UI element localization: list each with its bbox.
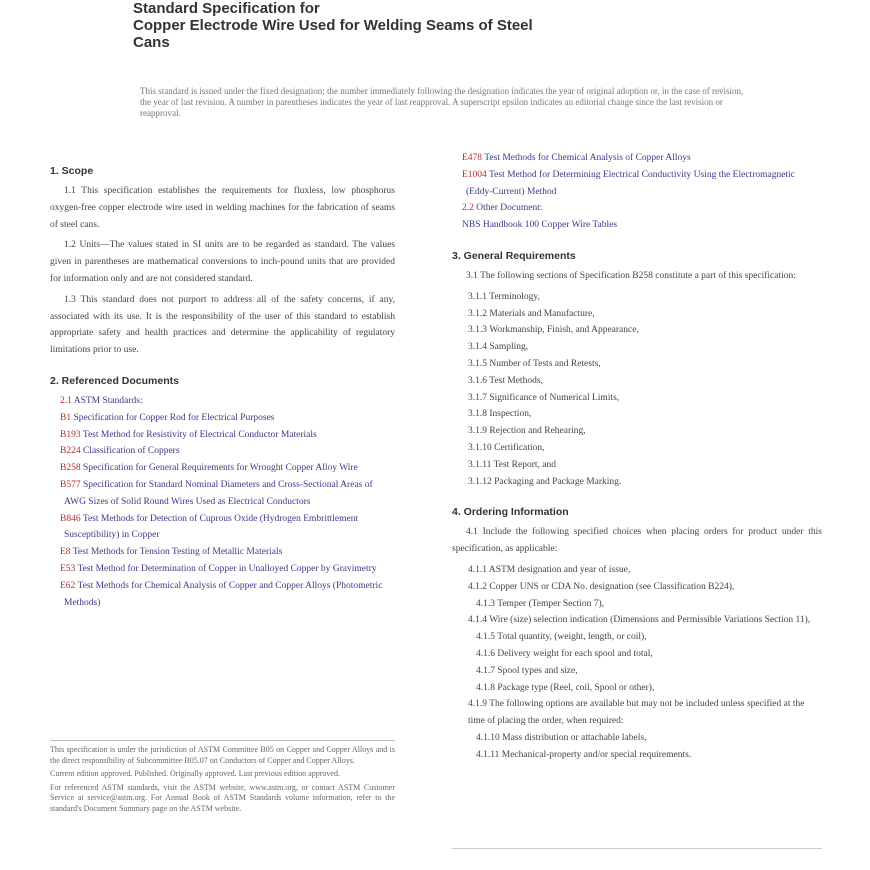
ordering-items-list xyxy=(452,562,822,764)
ordering-item: 4.1.11 Mechanical-property and/or special requirements. xyxy=(476,749,692,760)
reference-item xyxy=(50,511,395,545)
reference-list xyxy=(50,393,395,611)
ordering-item: 4.1.4 Wire (size) selection indication (Dimensions and Permissible Variations Section 11), xyxy=(468,615,811,626)
footnotes xyxy=(50,740,395,817)
footnote: Current edition approved. Published. Originally approved. Last previous edition approved. xyxy=(50,769,340,778)
reference-number: B577 xyxy=(60,479,81,490)
section-heading-ordering: 4. Ordering Information xyxy=(452,506,569,519)
general-items-list xyxy=(452,289,822,491)
reference-item xyxy=(50,460,395,477)
intro-note: This standard is issued under the fixed designation; the number immediately following the designation indicates the year of original adoption or, in the case of revision, the year of last revision. A number in parentheses indicates the year of last reapproval. A superscript epsilon indicates an editorial change since the last revision or reapproval. xyxy=(140,86,744,118)
reference-text: Test Methods for Chemical Analysis of Copper and Copper Alloys (Photometric Methods) xyxy=(64,580,383,608)
reference-item xyxy=(50,393,395,410)
right-column xyxy=(452,150,822,764)
ordering-item: 4.1.2 Copper UNS or CDA No. designation (see Classification B224), xyxy=(468,581,735,592)
scope-paragraphs xyxy=(50,183,395,359)
reference-number: B258 xyxy=(60,463,81,474)
general-item: 3.1.10 Certification, xyxy=(468,442,545,453)
general-item: 3.1.9 Rejection and Rehearing, xyxy=(468,426,586,437)
section-heading-references: 2. Referenced Documents xyxy=(50,374,179,387)
reference-item xyxy=(50,427,395,444)
reference-item xyxy=(452,167,822,201)
scope-paragraph: 1.3 This standard does not purport to address all of the safety concerns, if any, associated with its use. It is the responsibility of the user of this standard to establish appropriate safety and health practices and determine the applicability of regulatory limitations prior to use. xyxy=(50,294,395,356)
general-item: 3.1.1 Terminology, xyxy=(468,291,540,302)
reference-item xyxy=(50,561,395,578)
reference-list-continued xyxy=(452,150,822,234)
reference-text: Test Methods for Detection of Cuprous Oxide (Hydrogen Embrittlement Susceptibility) in Copper xyxy=(64,513,359,541)
scope-paragraph: 1.2 Units—The values stated in SI units are to be regarded as standard. The values given in parentheses are mathematical conversions to inch-pound units that are provided for information only and are not considered standard. xyxy=(50,240,395,284)
footnote: For referenced ASTM standards, visit the ASTM website, www.astm.org, or contact ASTM Customer Service at service@astm.org. For Annual Book of ASTM Standards volume information, refer to the standard's Document Summary page on the ASTM website. xyxy=(50,782,395,813)
general-item: 3.1.12 Packaging and Package Marking. xyxy=(468,476,622,487)
title-line-2: Copper Electrode Wire Used for Welding Seams of Steel xyxy=(133,17,533,34)
ordering-item: 4.1.10 Mass distribution or attachable labels, xyxy=(476,732,647,743)
reference-text: Specification for General Requirements for Wrought Copper Alloy Wire xyxy=(82,463,358,474)
reference-text: NBS Handbook 100 Copper Wire Tables xyxy=(462,220,618,231)
ordering-intro: 4.1 Include the following specified choices when placing orders for product under this specification, as applicable: xyxy=(452,527,822,555)
reference-number: E8 xyxy=(60,547,71,558)
reference-number: E53 xyxy=(60,563,76,574)
reference-item xyxy=(50,578,395,612)
reference-number: E62 xyxy=(60,580,76,591)
reference-number: E1004 xyxy=(462,169,487,180)
reference-item xyxy=(50,443,395,460)
reference-item xyxy=(50,410,395,427)
footnote: This specification is under the jurisdiction of ASTM Committee B05 on Copper and Copper Alloys and is the direct responsibility of Subcommittee B05.07 on Conductors of Copper and Copper Alloys. xyxy=(50,745,395,765)
reference-text: Other Document: xyxy=(476,203,543,214)
general-item: 3.1.4 Sampling, xyxy=(468,342,529,353)
title-line-3: Cans xyxy=(133,34,170,51)
general-item: 3.1.11 Test Report, and xyxy=(468,459,556,470)
reference-number: B193 xyxy=(60,429,81,440)
reference-item xyxy=(452,217,822,234)
left-column xyxy=(50,155,395,611)
reference-text: Test Method for Resistivity of Electrical Conductor Materials xyxy=(82,429,317,440)
document-title xyxy=(133,0,773,51)
general-item: 3.1.2 Materials and Manufacture, xyxy=(468,308,595,319)
reference-number: E478 xyxy=(462,153,483,163)
reference-item xyxy=(50,544,395,561)
ordering-item: 4.1.3 Temper (Temper Section 7), xyxy=(476,598,605,609)
ordering-item: 4.1.8 Package type (Reel, coil, Spool or other), xyxy=(476,682,655,693)
ordering-item: 4.1.9 The following options are available but may not be included unless specified at the time of placing the order, when required: xyxy=(468,699,805,727)
reference-item xyxy=(452,200,822,217)
general-item: 3.1.3 Workmanship, Finish, and Appearance, xyxy=(468,325,639,336)
reference-text: Test Method for Determination of Copper in Unalloyed Copper by Gravimetry xyxy=(77,563,377,574)
reference-number: B1 xyxy=(60,412,72,423)
reference-text: Test Method for Determining Electrical Conductivity Using the Electromagnetic (Eddy-Current) Method xyxy=(466,169,795,197)
reference-number: 2.1 xyxy=(60,395,72,406)
general-item: 3.1.8 Inspection, xyxy=(468,409,532,420)
reference-item xyxy=(50,477,395,511)
ordering-item: 4.1.5 Total quantity, (weight, length, or coil), xyxy=(476,632,647,643)
reference-text: Classification of Coppers xyxy=(82,446,180,457)
general-item: 3.1.5 Number of Tests and Retests, xyxy=(468,358,601,369)
general-intro: 3.1 The following sections of Specification B258 constitute a part of this specification: xyxy=(466,270,796,281)
reference-text: Test Methods for Tension Testing of Metallic Materials xyxy=(72,547,283,558)
reference-number: B224 xyxy=(60,446,81,457)
reference-text: Specification for Copper Rod for Electrical Purposes xyxy=(73,412,275,423)
ordering-item: 4.1.1 ASTM designation and year of issue, xyxy=(468,564,631,575)
reference-number: B846 xyxy=(60,513,81,524)
general-item: 3.1.7 Significance of Numerical Limits, xyxy=(468,392,620,403)
ordering-item: 4.1.7 Spool types and size, xyxy=(476,665,578,676)
reference-text: Test Methods for Chemical Analysis of Copper Alloys xyxy=(484,153,691,163)
section-heading-general: 3. General Requirements xyxy=(452,249,576,262)
general-item: 3.1.6 Test Methods, xyxy=(468,375,543,386)
ordering-item: 4.1.6 Delivery weight for each spool and total, xyxy=(476,648,653,659)
section-heading-scope: 1. Scope xyxy=(50,165,94,177)
title-line-1: Standard Specification for xyxy=(133,0,320,17)
scope-paragraph: 1.1 This specification establishes the requirements for fluxless, low phosphorus oxygen-free copper electrode wire used in welding machines for the fabrication of seams of steel cans. xyxy=(50,186,395,230)
reference-text: Specification for Standard Nominal Diameters and Cross-Sectional Areas of AWG Sizes of Solid Round Wires Used as Electrical Conductors xyxy=(64,479,373,507)
reference-text: ASTM Standards: xyxy=(73,395,143,406)
footnote-divider-right xyxy=(452,848,822,849)
reference-item xyxy=(452,150,822,167)
reference-number: 2.2 xyxy=(462,203,474,214)
